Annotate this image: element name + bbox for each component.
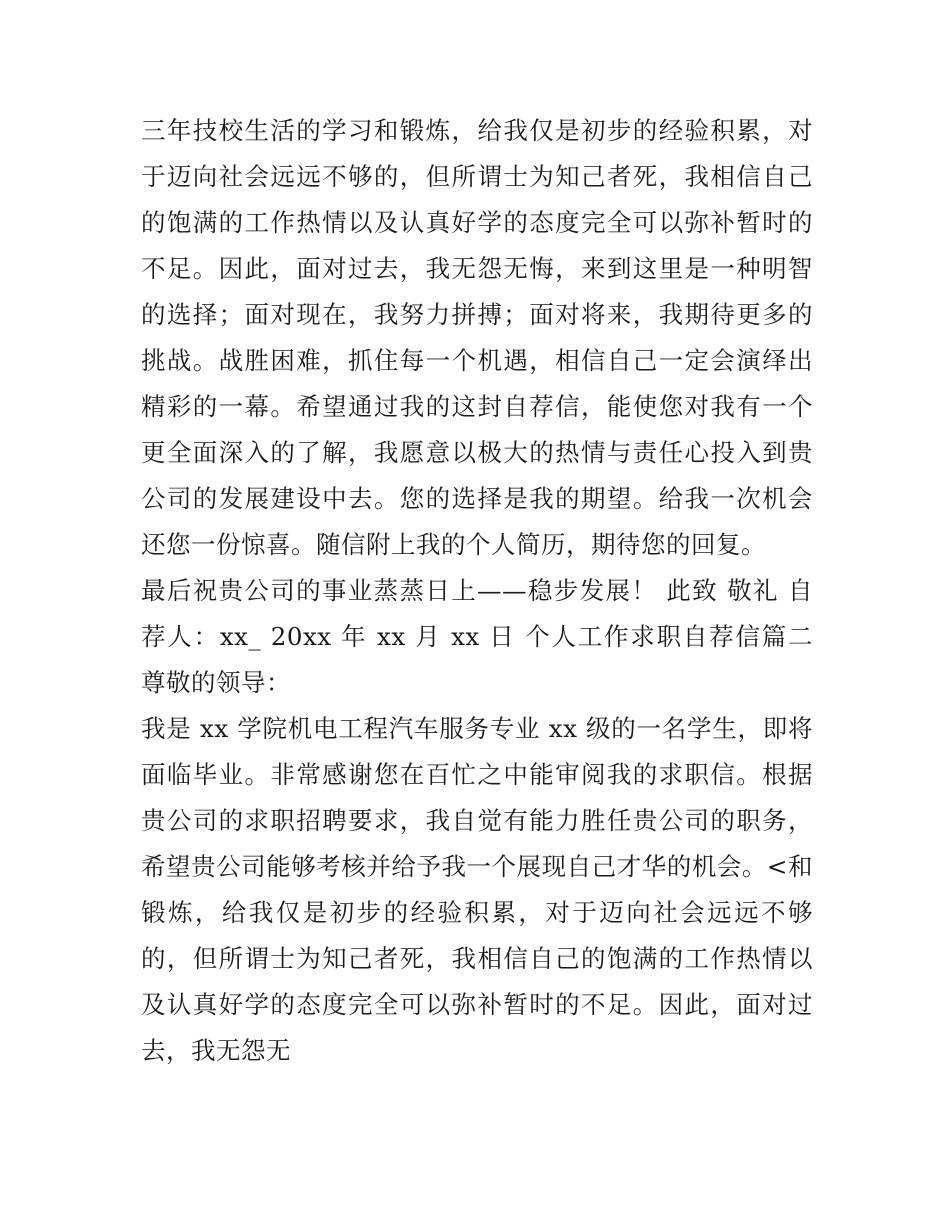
document-body (141, 108, 813, 1074)
paragraph-second-letter-intro: 我是 xx 学院机电工程汽车服务专业 xx 级的一名学生，即将面临毕业。非常感谢您在百忙之中能审阅我的求职信。根据贵公司的求职招聘要求，我自觉有能力胜任贵公司的职务，希望贵公司能够考核并给予我一个展现自己才华的机会。<和锻炼，给我仅是初步的经验积累，对于迈向社会远远不够的，但所谓士为知己者死，我相信自己的饱满的工作热情以及认真好学的态度完全可以弥补暂时的不足。因此，面对过去，我无怨无 (141, 714, 813, 1065)
paragraph-self-recommendation-closing: 三年技校生活的学习和锻炼，给我仅是初步的经验积累，对于迈向社会远远不够的，但所谓士为知己者死，我相信自己的饱满的工作热情以及认真好学的态度完全可以弥补暂时的不足。因此，面对过去，我无怨无悔，来到这里是一种明智的选择；面对现在，我努力拼搏；面对将来，我期待更多的挑战。战胜困难，抓住每一个机遇，相信自己一定会演绎出精彩的一幕。希望通过我的这封自荐信，能使您对我有一个更全面深入的了解，我愿意以极大的热情与责任心投入到贵公司的发展建设中去。您的选择是我的期望。给我一次机会还您一份惊喜。随信附上我的个人简历，期待您的回复。 (141, 116, 813, 559)
paragraph-sign-off: 最后祝贵公司的事业蒸蒸日上——稳步发展！ 此致 敬礼 自荐人：xx_ 20xx 年 xx 月 xx 日 个人工作求职自荐信篇二 尊敬的领导： (141, 576, 813, 697)
